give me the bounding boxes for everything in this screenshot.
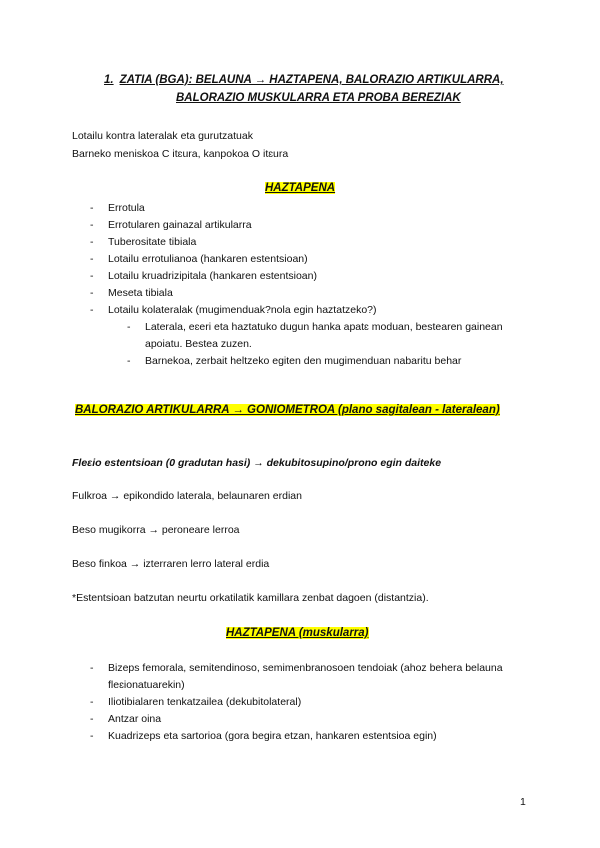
sub-list-bullet: - xyxy=(127,355,131,367)
flexion-line: Fleɛio estentsioan (0 gradutan hasi) → dekubitosupino/prono egin daiteke xyxy=(72,457,442,469)
list-item: Lotailu kruadrizipitala (hankaren estentsioan) xyxy=(108,270,317,282)
title-line-1 xyxy=(104,74,504,86)
muskularra-heading-text: HAZTAPENA (muskularra) xyxy=(226,627,369,639)
list-item: Meseta tibiala xyxy=(108,287,173,299)
list-item-cont: fleɛionatuarekin) xyxy=(108,679,185,691)
list-bullet: - xyxy=(90,730,94,742)
list-bullet: - xyxy=(90,236,94,248)
page-number: 1 xyxy=(520,796,526,808)
sub-list-item: Barnekoa, zerbait heltzeko egiten den mugimenduan nabaritu behar xyxy=(145,355,462,367)
list-bullet: - xyxy=(90,219,94,231)
list-item: Errotularen gainazal artikularra xyxy=(108,219,252,231)
list-item: Kuadrizeps eta sartorioa (gora begira etzan, hankaren estentsioa egin) xyxy=(108,730,437,742)
list-bullet: - xyxy=(90,696,94,708)
haztapena-heading xyxy=(265,182,335,194)
list-bullet: - xyxy=(90,253,94,265)
muskularra-heading xyxy=(226,627,369,639)
haztapena-heading-text: HAZTAPENA xyxy=(265,182,336,194)
balorazio-heading-text: BALORAZIO ARTIKULARRA → GONIOMETROA (plano sagitalean - lateralean) xyxy=(75,404,500,416)
sub-list-bullet: - xyxy=(127,321,131,333)
list-bullet: - xyxy=(90,202,94,214)
title-text-1: ZATIA (BGA): BELAUNA → HAZTAPENA, BALORAZIO ARTIKULARRA, xyxy=(119,74,504,86)
beso-finkoa-line: Beso finkoa → izterraren lerro lateral erdia xyxy=(72,558,270,570)
list-item: Iliotibialaren tenkatzailea (dekubitolateral) xyxy=(108,696,302,708)
distance-note: *Estentsioan batzutan neurtu orkatilatik kamillara zenbat dagoen (distantzia). xyxy=(72,592,429,604)
list-bullet: - xyxy=(90,304,94,316)
list-item: Lotailu errotulianoa (hankaren estentsioan) xyxy=(108,253,308,265)
list-item: Antzar oina xyxy=(108,713,162,725)
sub-list-item: Laterala, eɛeri eta haztatuko dugun hanka apatɛ moduan, bestearen gainean xyxy=(145,321,503,333)
sub-list-item-cont: apoiatu. Bestea zuzen. xyxy=(145,338,252,350)
list-item: Bizeps femorala, semitendinoso, semimenbranosoen tendoiak (ahoz behera belauna xyxy=(108,662,503,674)
list-bullet: - xyxy=(90,287,94,299)
fulkroa-line: Fulkroa → epikondido laterala, belaunaren erdian xyxy=(72,490,302,502)
title-number: 1. xyxy=(104,74,114,86)
list-item: Lotailu kolateralak (mugimenduak?nola egin haztatzeko?) xyxy=(108,304,377,316)
beso-mugikorra-line: Beso mugikorra → peroneare lerroa xyxy=(72,524,240,536)
balorazio-heading xyxy=(75,404,500,416)
list-item: Errotula xyxy=(108,202,145,214)
intro-line-1: Lotailu kontra lateralak eta gurutzatuak xyxy=(72,130,253,142)
list-bullet: - xyxy=(90,662,94,674)
list-bullet: - xyxy=(90,713,94,725)
list-bullet: - xyxy=(90,270,94,282)
intro-line-2: Barneko meniskoa C itɛura, kanpokoa O itɛura xyxy=(72,148,289,160)
list-item: Tuberositate tibiala xyxy=(108,236,197,248)
title-line-2: BALORAZIO MUSKULARRA ETA PROBA BEREZIAK xyxy=(176,92,461,104)
